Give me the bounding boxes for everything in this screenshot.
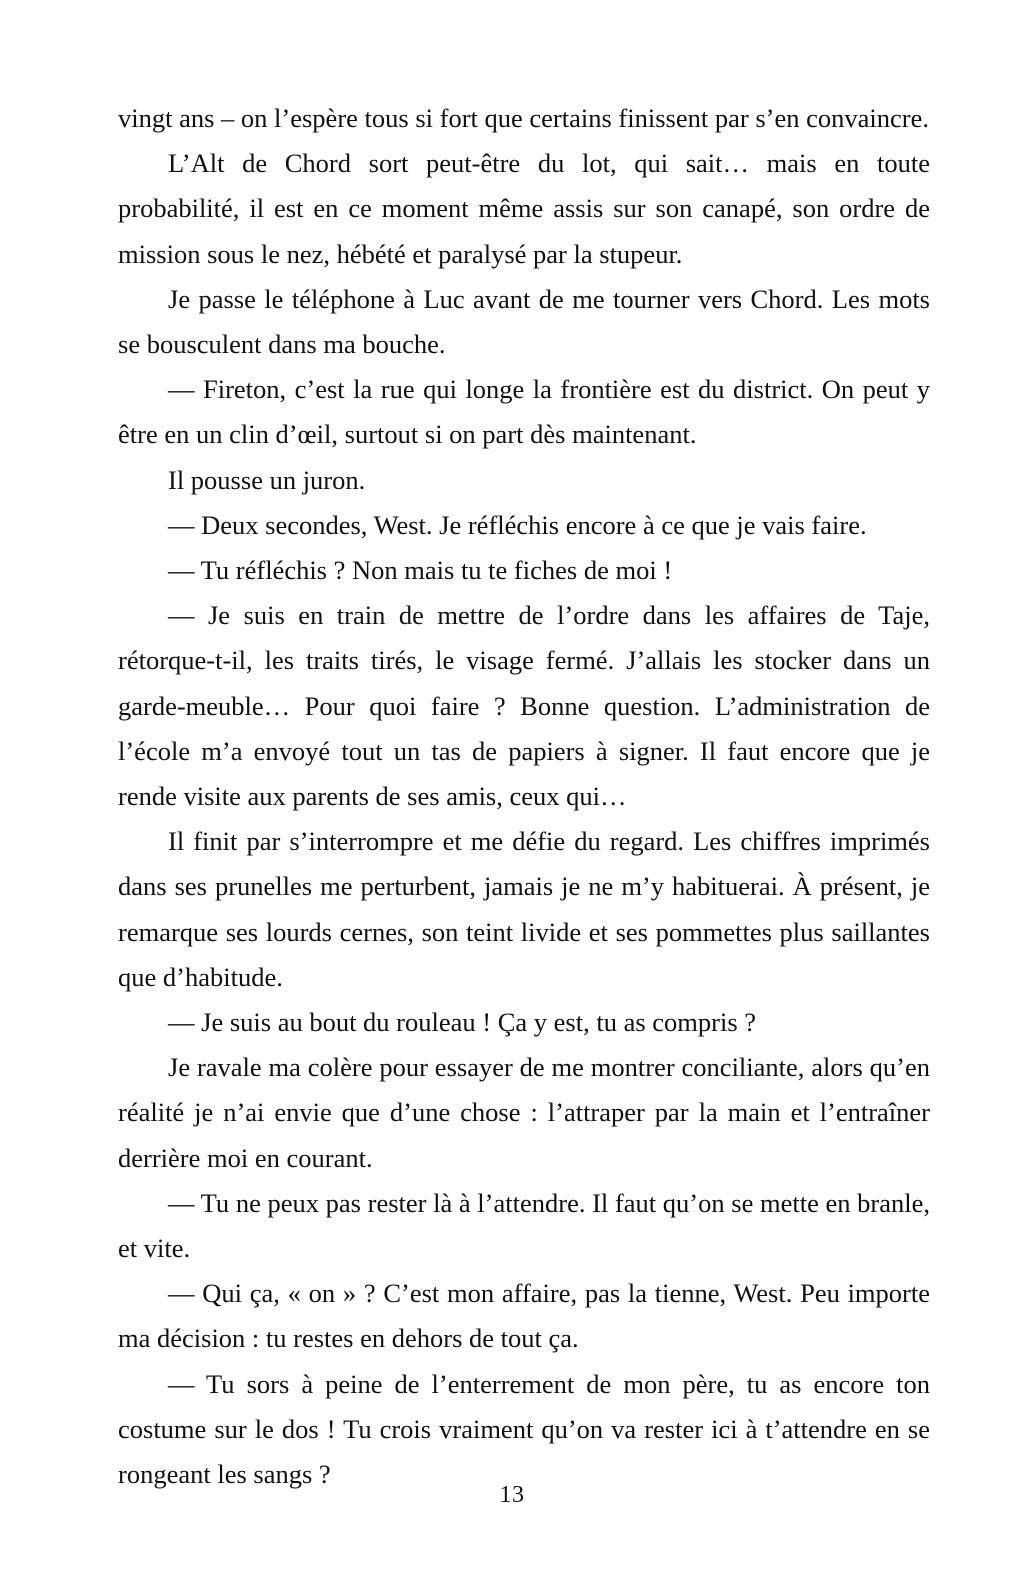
paragraph-3: Je passe le téléphone à Luc avant de me tourner vers Chord. Les mots se bousculent dans ma bouche. [118,283,930,360]
page-text-block [118,96,930,1497]
paragraph-14-dialogue: — Tu sors à peine de l’enterrement de mon père, tu as encore ton costume sur le dos ! Tu crois vraiment qu’on va rester ici à t’attendre en se rongeant les sangs ? [118,1368,930,1490]
paragraph-4-dialogue: — Fireton, c’est la rue qui longe la frontière est du district. On peut y être en un clin d’œil, surtout si on part dès maintenant. [118,374,930,450]
paragraph-6-dialogue: — Deux secondes, West. Je réfléchis encore à ce que je vais faire. [168,509,867,540]
paragraph-10-dialogue: — Je suis au bout du rouleau ! Ça y est, tu as compris ? [168,1007,757,1038]
page-number: 13 [499,1482,525,1508]
paragraph-8-dialogue: — Je suis en train de mettre de l’ordre dans les affaires de Taje, rétorque-t-il, les traits tirés, le visage fermé. J’allais les stocker dans un garde-meuble… Pour quoi faire ? Bonne question. L’administration de l’école m’a envoyé tout un tas de papiers à signer. Il faut encore que je rende visite aux parents de ses amis, ceux qui… [118,600,930,812]
paragraph-1: vingt ans – on l’espère tous si fort que certains finissent par s’en convaincre. [118,103,929,133]
paragraph-7-dialogue: — Tu réfléchis ? Non mais tu te fiches de moi ! [168,555,673,586]
paragraph-12-dialogue: — Tu ne peux pas rester là à l’attendre. Il faut qu’on se mette en branle, et vite. [118,1187,930,1264]
paragraph-2: L’Alt de Chord sort peut-être du lot, qui sait… mais en toute probabilité, il est en ce moment même assis sur son canapé, son ordre de mission sous le nez, hébété et paralysé par la stupeur. [118,148,930,269]
paragraph-11: Je ravale ma colère pour essayer de me montrer conciliante, alors qu’en réalité je n’ai envie que d’une chose : l’attraper par la main et l’entraîner derrière moi en courant. [118,1052,930,1173]
paragraph-9: Il finit par s’interrompre et me défie du regard. Les chiffres imprimés dans ses prunelles me perturbent, jamais je ne m’y habituerai. À présent, je remarque ses lourds cernes, son teint livide et ses pommettes plus saillantes que d’habitude. [118,826,930,992]
paragraph-13-dialogue: — Qui ça, « on » ? C’est mon affaire, pas la tienne, West. Peu importe ma décision : tu restes en dehors de tout ça. [118,1278,930,1354]
paragraph-5: Il pousse un juron. [168,464,366,495]
